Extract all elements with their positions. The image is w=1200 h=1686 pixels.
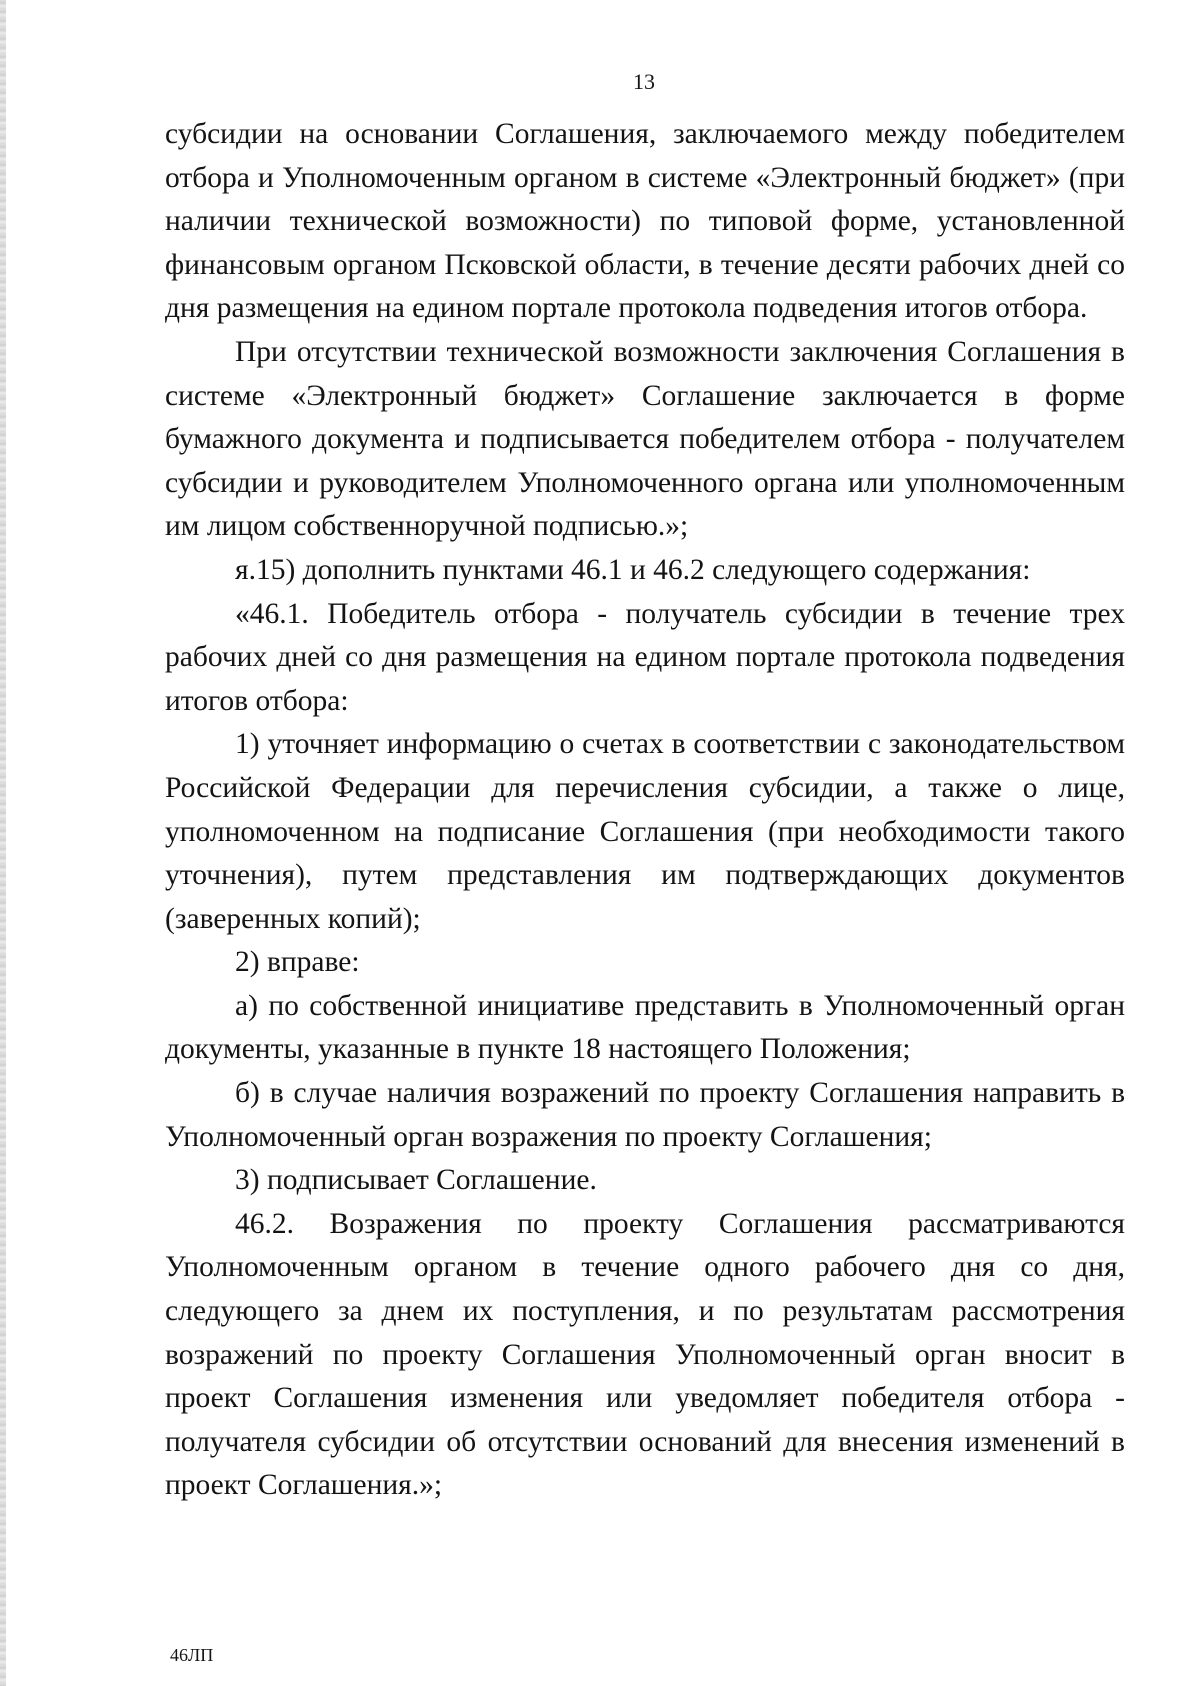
paragraph: При отсутствии технической возможности заключения Соглашения в системе «Электронный бюджет» Соглашение заключается в форме бумажного документа и подписывается победителем отбора - получателем субсидии и руководителем Уполномоченного органа или уполномоченным им лицом собственноручной подписью.»;: [165, 335, 1125, 543]
paragraph: а) по собственной инициативе представить в Уполномоченный орган документы, указанные в пункте 18 настоящего Положения;: [165, 989, 1125, 1066]
document-body: [165, 113, 1125, 1508]
paragraph: 3) подписывает Соглашение.: [235, 1164, 597, 1197]
paragraph: 46.2. Возражения по проекту Соглашения рассматриваются Уполномоченным органом в течение одного рабочего дня со дня, следующего за днем их поступления, и по результатам рассмотрения возражений по проекту Соглашения Уполномоченный орган вносит в проект Соглашения изменения или уведомляет победителя отбора - получателя субсидии об отсутствии оснований для внесения изменений в проект Соглашения.»;: [165, 1207, 1125, 1502]
paragraph: 1) уточняет информацию о счетах в соответствии с законодательством Российской Федерации для перечисления субсидии, а также о лице, уполномоченном на подписание Соглашения (при необходимости такого уточнения), путем представления им подтверждающих документов (заверенных копий);: [165, 728, 1125, 935]
paragraph: б) в случае наличия возражений по проекту Соглашения направить в Уполномоченный орган возражения по проекту Соглашения;: [165, 1077, 1125, 1153]
page-number: 13: [633, 69, 655, 94]
paragraph: я.15) дополнить пунктами 46.1 и 46.2 следующего содержания:: [235, 553, 1031, 586]
paragraph: субсидии на основании Соглашения, заключаемого между победителем отбора и Уполномоченным органом в системе «Электронный бюджет» (при наличии технической возможности) по типовой форме, установленной финансовым органом Псковской области, в течение десяти рабочих дней со дня размещения на едином портале протокола подведения итогов отбора.: [165, 118, 1125, 325]
paragraph: «46.1. Победитель отбора - получатель субсидии в течение трех рабочих дней со дня размещения на едином портале протокола подведения итогов отбора:: [165, 597, 1125, 717]
paragraph: 2) вправе:: [235, 946, 360, 979]
scan-edge: [0, 0, 6, 1686]
document-code: 46ЛП: [170, 1645, 214, 1665]
